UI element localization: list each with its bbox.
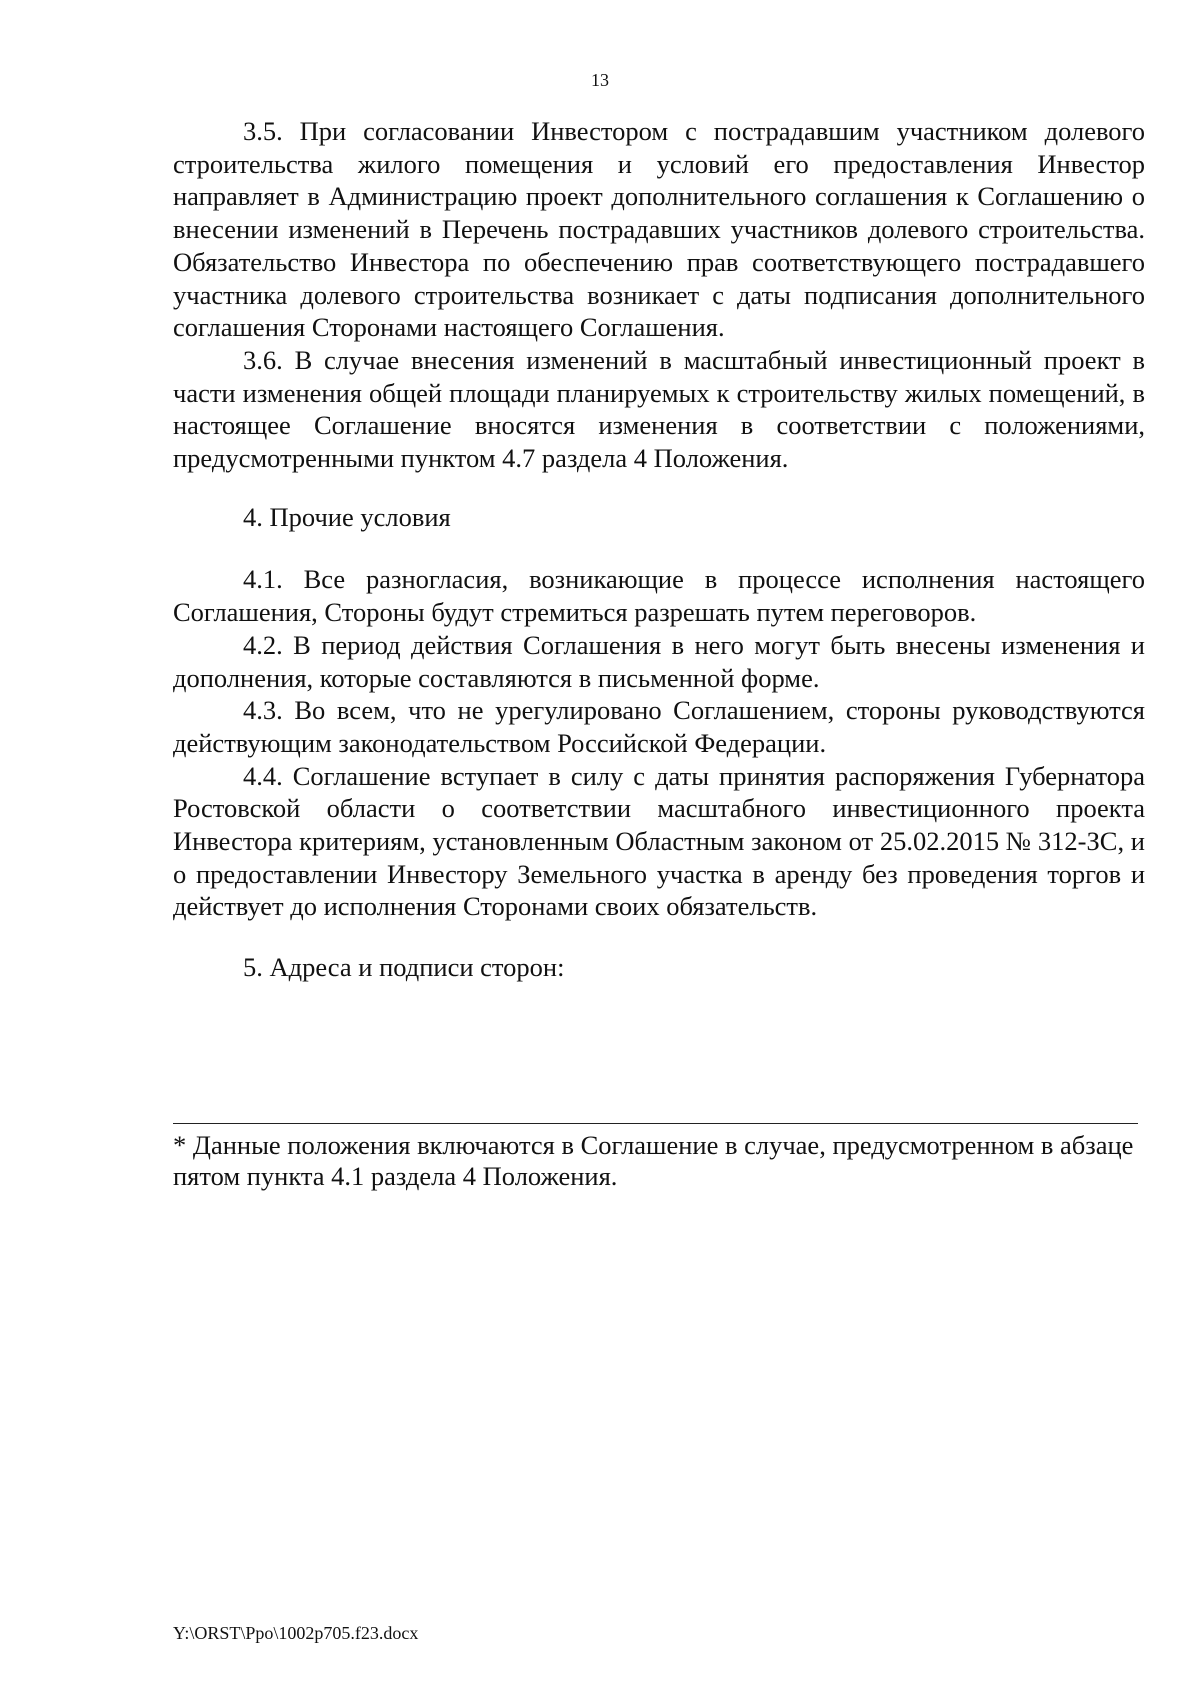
paragraph-3-6: 3.6. В случае внесения изменений в масштабный инвестиционный проект в части изменения общей площади планируемых к строительству жилых помещений, в настоящее Соглашение вносятся изменения в соответствии с положениями, предусмотренными пунктом 4.7 раздела 4 Положения.: [173, 344, 1145, 474]
section-heading-5: 5. Адреса и подписи сторон:: [243, 952, 565, 983]
footnote: * Данные положения включаются в Соглашение в случае, предусмотренном в абзаце пятом пункта 4.1 раздела 4 Положения.: [173, 1130, 1134, 1191]
section-heading-4: 4. Прочие условия: [243, 501, 451, 532]
page-number: 13: [591, 70, 609, 90]
paragraph-4-4: 4.4. Соглашение вступает в силу с даты принятия распоряжения Губернатора Ростовской области о соответствии масштабного инвестиционного проекта Инвестора критериям, установленным Областным законом от 25.02.2015 № 312-ЗС, и о предоставлении Инвестору Земельного участка в аренду без проведения торгов и действует до исполнения Сторонами своих обязательств.: [173, 760, 1145, 922]
document-body: [173, 115, 1145, 984]
paragraph-3-5: 3.5. При согласовании Инвестором с пострадавшим участником долевого строительства жилого помещения и условий его предоставления Инвестор направляет в Администрацию проект дополнительного соглашения к Соглашению о внесении изменений в Перечень пострадавших участников долевого строительства. Обязательство Инвестора по обеспечению прав соответствующего пострадавшего участника долевого строительства возникает с даты подписания дополнительного соглашения Сторонами настоящего Соглашения.: [173, 116, 1145, 343]
file-path: Y:\ORST\Ppo\1002p705.f23.docx: [173, 1623, 419, 1643]
footnote-separator: [173, 1123, 1138, 1124]
paragraph-4-1: 4.1. Все разногласия, возникающие в процессе исполнения настоящего Соглашения, Стороны будут стремиться разрешать путем переговоров.: [173, 564, 1145, 628]
paragraph-4-2: 4.2. В период действия Соглашения в него могут быть внесены изменения и дополнения, которые составляются в письменной форме.: [173, 629, 1145, 693]
paragraph-4-3: 4.3. Во всем, что не урегулировано Соглашением, стороны руководствуются действующим законодательством Российской Федерации.: [173, 695, 1145, 758]
